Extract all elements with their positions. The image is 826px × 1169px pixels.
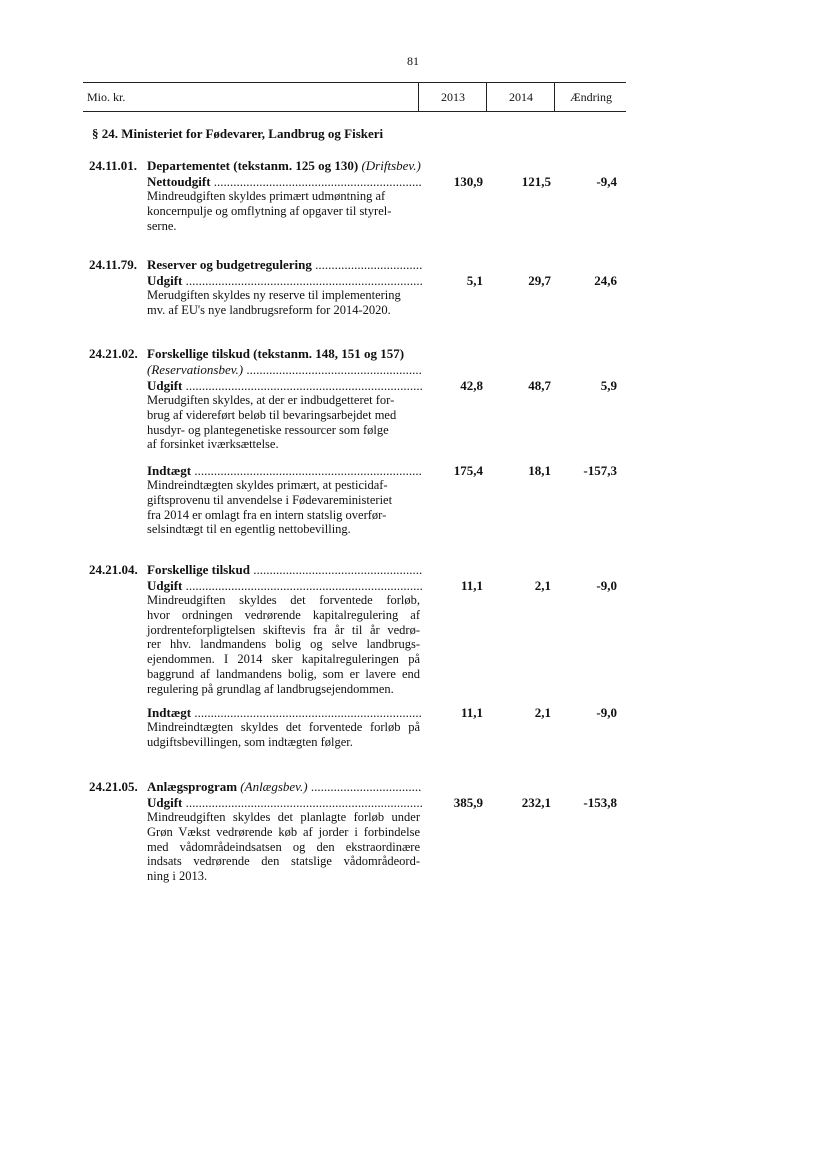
item-label: Udgift ..... [147,273,422,289]
entry-title: Forskellige tilskud ..... [147,562,422,578]
value-2014: 2,1 [534,705,551,720]
value-2013: 175,4 [453,463,483,478]
value-change: -9,4 [596,174,617,189]
value-2013: 385,9 [453,795,483,810]
header-unit: Mio. kr. [87,90,126,104]
account-code: 24.21.02. [89,346,138,361]
page-number: 81 [407,54,419,68]
explanation: Mindreindtægten skyldes primært, at pesticidaf- giftsprovenu til anvendelse i Fødevareministeriet fra 2014 er omlagt fra en intern statslig overfør- selsindtægt til en egentlig nettobevilling. [147,478,393,537]
item-label: Indtægt ..... [147,705,422,721]
explanation: Mindreudgiften skyldes primært udmøntning af koncernpulje og omflytning af opgaver til styrel- serne. [147,189,392,233]
value-change: 24,6 [594,273,617,288]
item-label: Udgift ..... [147,795,422,811]
entry-title: Reserver og budgetregulering ..... [147,257,422,273]
entry-title: Departementet (tekstanm. 125 og 130) (Driftsbev.) [147,158,421,173]
entry-subtitle: (Reservationsbev.) ..... [147,362,422,378]
explanation: Merudgiften skyldes, at der er indbudgetteret for- brug af videreført beløb til bevaringsarbejdet med husdyr- og plantegenetiske ressourcer som følge af forsinket iværksættelse. [147,393,397,452]
explanation: Mindreindtægten skyldes det forventede forløb på udgiftsbevillingen, som indtægten følger. [147,720,420,749]
value-change: -153,8 [583,795,617,810]
header-2013: 2013 [418,83,487,111]
value-2014: 2,1 [534,578,551,593]
explanation: Merudgiften skyldes ny reserve til implementering mv. af EU's nye landbrugsreform for 2014-2020. [147,288,401,317]
value-2013: 11,1 [460,578,483,593]
table-header [83,82,626,112]
value-2013: 5,1 [466,273,483,288]
item-label: Udgift ..... [147,578,422,594]
value-2013: 11,1 [460,705,483,720]
value-change: -9,0 [596,578,617,593]
account-code: 24.21.05. [89,779,138,794]
account-code: 24.21.04. [89,562,138,577]
item-label: Indtægt ..... [147,463,422,479]
section-title: § 24. Ministeriet for Fødevarer, Landbrug og Fiskeri [92,126,384,141]
item-label: Udgift ..... [147,378,422,394]
account-code: 24.11.79. [89,257,138,272]
value-2014: 29,7 [528,273,551,288]
value-change: -157,3 [583,463,617,478]
header-2014: 2014 [486,83,555,111]
value-2014: 48,7 [528,378,551,393]
value-2014: 121,5 [521,174,551,189]
value-2014: 18,1 [528,463,551,478]
value-2014: 232,1 [521,795,551,810]
value-2013: 42,8 [460,378,483,393]
account-code: 24.11.01. [89,158,138,173]
entry-title: Anlægsprogram (Anlægsbev.) ..... [147,779,422,795]
item-label: Nettoudgift ..... [147,174,422,190]
explanation: Mindreudgiften skyldes det forventede forløb, hvor ordningen vedrørende kapitalregulering af jordrenteforpligtelsen skiftevis fra år til år vedrø- rer hhv. landmandens bolig og selve landbrugs- ejendommen. I 2014 sker kapitalreguleringen på baggrund af landmandens bolig, som er lavere end regulering på grundlag af landbrugsejendommen. [147,593,420,696]
entry-title: Forskellige tilskud (tekstanm. 148, 151 og 157) [147,346,405,361]
header-change: Ændring [554,83,627,111]
value-2013: 130,9 [453,174,483,189]
value-change: 5,9 [600,378,617,393]
value-change: -9,0 [596,705,617,720]
explanation: Mindreudgiften skyldes det planlagte forløb under Grøn Vækst vedrørende køb af jorder i forbindelse med vådområdeindsatsen og den ekstraordinære indsats vedrørende den statslige vådområdeord- ning i 2013. [147,810,420,884]
